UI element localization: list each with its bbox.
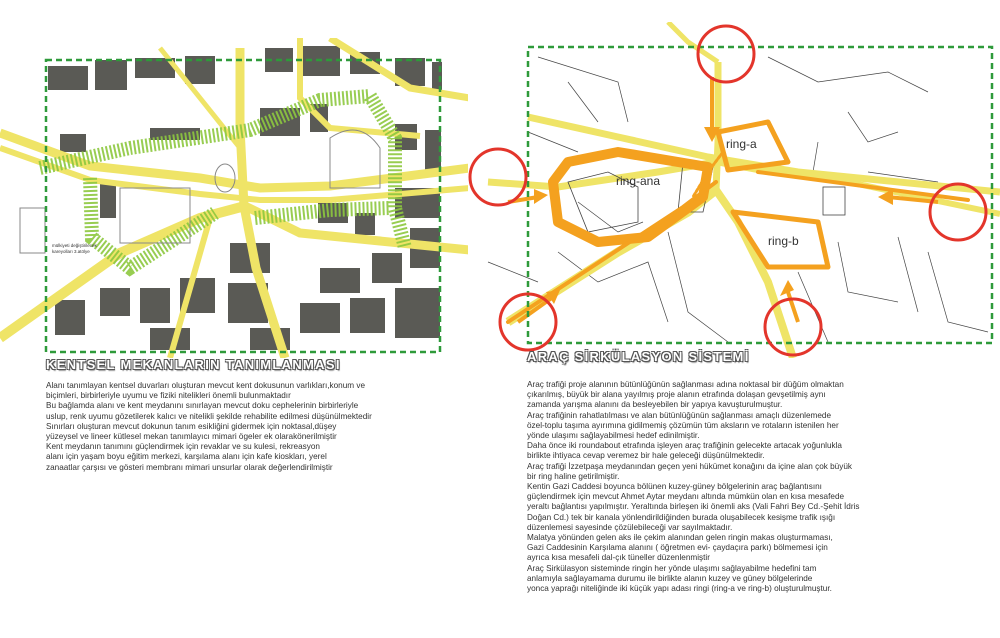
paragraph-line: Alanı tanımlayan kentsel duvarları oluşturan mevcut kent dokusunun varlıkları,konum ve	[46, 381, 366, 390]
paragraph-line: yonca yaprağı niteliğinde iki küçük yapı adası ringi (ring-a ve ring-b) oluşturulmuştur.	[527, 584, 832, 594]
paragraph-line: birlikte ihtiyaca cevap veremez bir hale geleceği düşünülmektedir.	[527, 451, 765, 461]
paragraph-line: Araç trafiğinin rahatlatılması ve alan bütünlüğünün sağlanması amaçlı düzenlemede	[527, 410, 832, 420]
paragraph-line: yeraltı bağlantısı yapılmıştır. Yeraltında birleşen iki önemli aks (Vali Fahri Bey Cd.-Şehit İdris	[527, 502, 860, 512]
paragraph-line: yüzeysel ve lineer kütlesel mekan tanımlayıcı mimari ögeler ek olarakönerilmiştir	[46, 432, 337, 442]
paragraph-line: Kent meydanın tanımını güçlendirmek için revaklar ve su kulesi, rekreasyon	[46, 442, 320, 452]
paragraph-line: bir ring haline getirilmiştir.	[527, 471, 620, 481]
ring-ana-label: ring-ana	[616, 174, 661, 188]
paragraph-line: alanı için yaşam boyu eğitim merkezi, karşılama alanı için kafe kioskları, yerel	[46, 452, 327, 462]
ring-b-label: ring-b	[768, 234, 799, 248]
urban-space-title: KENTSEL MEKANLARIN TANIMLANMASI	[46, 357, 341, 372]
paragraph-line: özel-toplu taşıma ayırımına gidilmemiş çözümün tüm aksların ve rotaların istenilen her	[527, 420, 839, 430]
paragraph-line: yönde ulaşımı sağlayabilmesi hedef edinilmiştir.	[527, 431, 700, 441]
paragraph-line: Malatya yönünden gelen aks ile çekim alanından gelen ringin makas oluşturmaması,	[527, 533, 833, 543]
paragraph-line: anlamıyla sağlayamama durumu ile birlikte alanın kuzey ve güney bölgelerinde	[527, 573, 813, 583]
vehicle-circulation-description	[527, 380, 957, 594]
map-note-ownership: mülkiyeti değiştirilecek	[52, 243, 97, 248]
paragraph-line: biçimleri, birbirleriyle uyumu ve fiziki nitelikleri önemli bulunmaktadır	[46, 391, 291, 401]
map-note-atelier: kareyolları 3.atölye	[52, 249, 90, 254]
paragraph-line: güçlendirmek için mevcut Ahmet Aytar meydanı altında mümkün olan en kısa mesafede	[527, 492, 845, 502]
paragraph-line: Daha önce iki roundabout etrafında işleyen araç trafiğinin gelecekte artacak yoğunlukla	[527, 441, 842, 451]
paragraph-line: çıkarılmış, büyük bir alana yayılmış proje alanın etrafında dolaşan gevşetilmiş aynı	[527, 390, 826, 400]
paragraph-line: zanaatlar çarşısı ve gösteri membranı mimari unsurlar olarak değerlendirilmiştir	[46, 462, 333, 472]
paragraph-line: Bu bağlamda alanı ve kent meydanını sınırlayan mevcut doku cephelerinin birbirleriyle	[46, 401, 359, 411]
paragraph-line: Araç Sirkülasyon sisteminde ringin her yönde ulaşımı sağlayabilme hedefini tam	[527, 563, 817, 573]
paragraph-line: Gazi Caddesinin Karşılama alanını ( öğretmen evi- çaydaçıra parkı) bölmemesi için	[527, 543, 828, 553]
vehicle-circulation-map	[468, 22, 1000, 358]
urban-space-map	[0, 38, 470, 358]
paragraph-line: uslup, renk uyumu gözetilerek kalıcı ve nitelikli şekilde rehabilite edilmesi düşünülmektedir	[46, 411, 372, 421]
paragraph-line: Kentin Gazi Caddesi boyunca bölünen kuzey-güney bölgelerinin araç bağlantısını	[527, 482, 822, 492]
ring-a-label: ring-a	[726, 137, 757, 151]
paragraph-line: zamanda yarışma alanını da besleyebilen bir yapıya kavuşturulmuştur.	[527, 400, 783, 410]
vehicle-circulation-title: ARAÇ SİRKÜLASYON SİSTEMİ	[527, 349, 750, 364]
paragraph-line: düzenlemesi sayesinde çözülebileceği var sayılmaktadır.	[527, 522, 733, 532]
paragraph-line: Araç trafiği İzzetpaşa meydanından geçen yeni hükümet konağını da içine alan çok büyük	[527, 461, 852, 471]
urban-space-description	[46, 381, 466, 473]
paragraph-line: Araç trafiği proje alanının bütünlüğünün sağlanması adına noktasal bir düğüm olmaktan	[527, 380, 844, 389]
paragraph-line: ayrıca kısa mesafeli dal-çık tüneller düzenlenmiştir	[527, 553, 710, 563]
paragraph-line: Sınırları oluşturan mevcut dokunun tanım esikliğini gidermek için noktasal,düşey	[46, 421, 337, 431]
paragraph-line: Doğan Cd.) tek bir kanala yönlendirildiğinden burada oluşabilecek kesişme trafik ışığı	[527, 512, 836, 522]
